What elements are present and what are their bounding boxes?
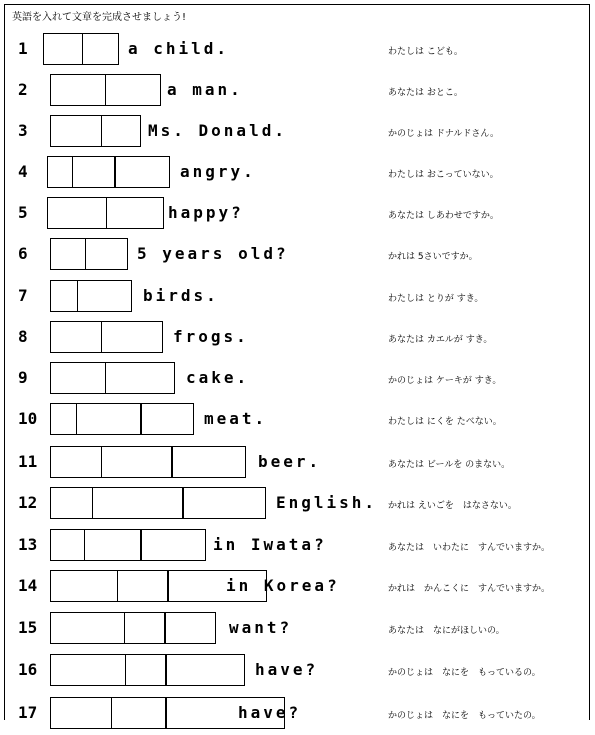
japanese-translation: かのじょは ドナルドさん。: [388, 129, 499, 139]
answer-blank[interactable]: [50, 697, 112, 729]
answer-boxes: [50, 612, 216, 644]
exercise-row: [0, 446, 595, 484]
answer-blank[interactable]: [101, 321, 163, 353]
question-number: 14: [18, 576, 38, 595]
exercise-row: [0, 529, 595, 567]
answer-boxes: [50, 238, 128, 270]
english-phrase: in Iwata?: [213, 535, 327, 554]
answer-blank[interactable]: [50, 487, 93, 519]
exercise-row: [0, 33, 595, 71]
question-number: 7: [18, 286, 28, 305]
japanese-translation: かれは 5さいですか。: [388, 252, 478, 262]
question-number: 9: [18, 368, 28, 387]
exercise-row: [0, 74, 595, 112]
exercise-row: [0, 321, 595, 359]
answer-blank[interactable]: [114, 156, 170, 188]
japanese-translation: かれは かんこくに すんでいますか。: [388, 584, 551, 594]
answer-blank[interactable]: [101, 446, 173, 478]
japanese-translation: あなたは おとこ。: [388, 88, 463, 98]
instruction-text: 英語を入れて文章を完成させましょう!: [12, 12, 187, 23]
question-number: 15: [18, 618, 38, 637]
answer-blank[interactable]: [50, 654, 126, 686]
answer-boxes: [43, 33, 119, 65]
question-number: 11: [18, 452, 38, 471]
japanese-translation: わたしは おこっていない。: [388, 170, 499, 180]
answer-blank[interactable]: [140, 529, 206, 561]
exercise-row: [0, 570, 595, 608]
english-phrase: English.: [276, 493, 378, 512]
english-phrase: a child.: [128, 39, 230, 58]
english-phrase: birds.: [143, 286, 219, 305]
answer-blank[interactable]: [50, 115, 102, 147]
question-number: 16: [18, 660, 38, 679]
english-phrase: Ms. Donald.: [148, 121, 287, 140]
english-phrase: in Korea?: [226, 576, 340, 595]
answer-boxes: [50, 74, 161, 106]
question-number: 2: [18, 80, 28, 99]
answer-blank[interactable]: [105, 362, 175, 394]
answer-blank[interactable]: [50, 74, 106, 106]
english-phrase: frogs.: [173, 327, 249, 346]
answer-blank[interactable]: [82, 33, 119, 65]
answer-boxes: [50, 403, 194, 435]
exercise-row: [0, 238, 595, 276]
answer-blank[interactable]: [105, 74, 161, 106]
answer-blank[interactable]: [171, 446, 246, 478]
japanese-translation: あなたは なにがほしいの。: [388, 626, 505, 636]
answer-blank[interactable]: [77, 280, 132, 312]
english-phrase: beer.: [258, 452, 322, 471]
answer-boxes: [50, 529, 206, 561]
question-number: 8: [18, 327, 28, 346]
answer-blank[interactable]: [92, 487, 184, 519]
japanese-translation: わたしは こども。: [388, 47, 463, 57]
exercise-row: [0, 697, 595, 735]
question-number: 17: [18, 703, 38, 722]
answer-blank[interactable]: [47, 156, 73, 188]
answer-blank[interactable]: [101, 115, 141, 147]
answer-blank[interactable]: [47, 197, 107, 229]
japanese-translation: わたしは とりが すき。: [388, 294, 484, 304]
answer-blank[interactable]: [43, 33, 83, 65]
exercise-row: [0, 487, 595, 525]
answer-blank[interactable]: [140, 403, 194, 435]
japanese-translation: あなたは ビールを のまない。: [388, 460, 511, 470]
japanese-translation: あなたは しあわせですか。: [388, 211, 499, 221]
english-phrase: angry.: [180, 162, 256, 181]
english-phrase: a man.: [167, 80, 243, 99]
exercise-row: [0, 654, 595, 692]
english-phrase: happy?: [168, 203, 244, 222]
japanese-translation: かのじょは なにを もっていたの。: [388, 711, 541, 721]
question-number: 12: [18, 493, 38, 512]
exercise-row: [0, 612, 595, 650]
answer-blank[interactable]: [50, 612, 125, 644]
japanese-translation: かのじょは なにを もっているの。: [388, 668, 541, 678]
answer-blank[interactable]: [85, 238, 128, 270]
answer-boxes: [47, 197, 164, 229]
answer-blank[interactable]: [72, 156, 116, 188]
answer-blank[interactable]: [164, 612, 216, 644]
answer-boxes: [50, 487, 266, 519]
answer-blank[interactable]: [50, 280, 78, 312]
answer-blank[interactable]: [50, 403, 77, 435]
answer-blank[interactable]: [125, 654, 167, 686]
answer-blank[interactable]: [50, 570, 118, 602]
japanese-translation: あなたは いわたに すんでいますか。: [388, 543, 551, 553]
answer-boxes: [50, 280, 132, 312]
answer-blank[interactable]: [50, 446, 102, 478]
question-number: 6: [18, 244, 28, 263]
answer-boxes: [50, 321, 163, 353]
question-number: 3: [18, 121, 28, 140]
exercise-row: [0, 403, 595, 441]
answer-blank[interactable]: [50, 238, 86, 270]
question-number: 10: [18, 409, 38, 428]
question-number: 1: [18, 39, 28, 58]
answer-blank[interactable]: [50, 529, 85, 561]
english-phrase: want?: [229, 618, 293, 637]
japanese-translation: あなたは カエルが すき。: [388, 335, 493, 345]
answer-blank[interactable]: [117, 570, 169, 602]
english-phrase: meat.: [204, 409, 268, 428]
english-phrase: have?: [238, 703, 302, 722]
exercise-row: [0, 280, 595, 318]
answer-blank[interactable]: [50, 362, 106, 394]
question-number: 13: [18, 535, 38, 554]
japanese-translation: かのじょは ケーキが すき。: [388, 376, 502, 386]
exercise-row: [0, 156, 595, 194]
question-number: 4: [18, 162, 28, 181]
answer-boxes: [50, 115, 141, 147]
answer-blank[interactable]: [76, 403, 142, 435]
answer-blank[interactable]: [182, 487, 266, 519]
answer-blank[interactable]: [111, 697, 167, 729]
japanese-translation: かれは えいごを はなさない。: [388, 501, 517, 511]
answer-blank[interactable]: [50, 321, 102, 353]
english-phrase: have?: [255, 660, 319, 679]
japanese-translation: わたしは にくを たべない。: [388, 417, 502, 427]
english-phrase: 5 years old?: [137, 244, 289, 263]
answer-boxes: [47, 156, 170, 188]
answer-blank[interactable]: [106, 197, 164, 229]
answer-boxes: [50, 362, 175, 394]
exercise-row: [0, 197, 595, 235]
exercise-row: [0, 115, 595, 153]
english-phrase: cake.: [186, 368, 250, 387]
answer-blank[interactable]: [84, 529, 142, 561]
answer-blank[interactable]: [124, 612, 166, 644]
answer-blank[interactable]: [165, 654, 245, 686]
answer-boxes: [50, 654, 245, 686]
exercise-row: [0, 362, 595, 400]
answer-boxes: [50, 446, 246, 478]
question-number: 5: [18, 203, 28, 222]
